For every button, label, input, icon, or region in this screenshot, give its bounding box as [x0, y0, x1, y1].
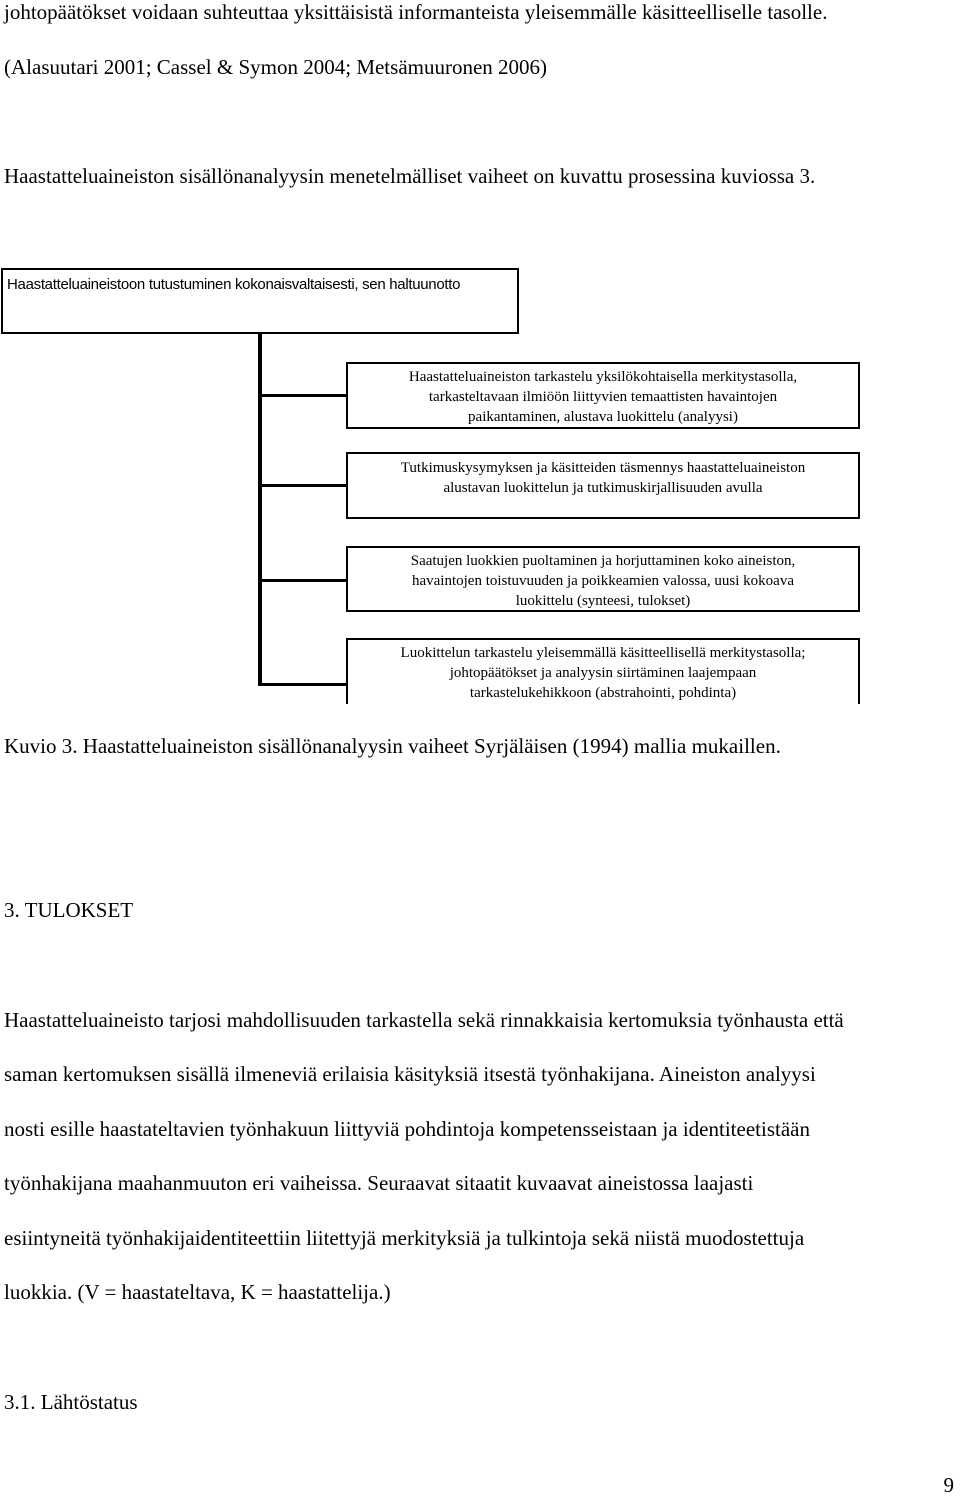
diagram-step-box	[346, 362, 860, 429]
results-line-4: työnhakijana maahanmuuton eri vaiheissa. Seuraavat sitaatit kuvaavat aineistossa laajasti	[4, 1171, 754, 1195]
diagram-step-line: tarkastelukehikkoon (abstrahointi, pohdinta)	[469, 685, 737, 701]
diagram-step-line: tarkasteltavaan ilmiöön liittyvien temaattisten havaintojen	[428, 389, 778, 405]
diagram-connector-branch	[258, 579, 347, 582]
subsection-heading: 3.1. Lähtöstatus	[4, 1390, 138, 1414]
diagram-step-line: johtopäätökset ja analyysin siirtäminen laajempaan	[449, 665, 757, 681]
diagram-step-line: Luokittelun tarkastelu yleisemmällä käsitteellisellä merkitystasolla;	[400, 645, 806, 661]
intro-line-2: (Alasuutari 2001; Cassel & Symon 2004; Metsämuuronen 2006)	[4, 55, 548, 79]
section-heading: 3. TULOKSET	[4, 898, 134, 922]
intro-line-1: johtopäätökset voidaan suhteuttaa yksittäisistä informanteista yleisemmälle käsitteelliselle tasolle.	[4, 0, 828, 24]
diagram-step-line: havaintojen toistuvuuden ja poikkeamien valossa, uusi kokoava	[411, 573, 794, 589]
results-line-1: Haastatteluaineisto tarjosi mahdollisuuden tarkastella sekä rinnakkaisia kertomuksia työnhausta että	[4, 1008, 844, 1032]
diagram-step-box	[346, 452, 860, 519]
diagram-step-line: Saatujen luokkien puoltaminen ja horjuttaminen koko aineiston,	[410, 553, 796, 569]
results-line-2: saman kertomuksen sisällä ilmeneviä erilaisia käsityksiä itsestä työnhakijana. Aineiston analyysi	[4, 1062, 816, 1086]
diagram-root-box	[1, 268, 519, 334]
diagram-connector-branch	[258, 683, 347, 686]
results-line-5: esiintyneitä työnhakijaidentiteettiin liitettyjä merkityksiä ja tulkintoja sekä niistä muodostettuja	[4, 1226, 805, 1250]
results-line-3: nosti esille haastateltavien työnhakuun liittyviä pohdintoja kompetensseistaan ja identiteetistään	[4, 1117, 810, 1141]
diagram-step-line: Haastatteluaineiston tarkastelu yksilökohtaisella merkitystasolla,	[408, 369, 798, 385]
diagram-step-line: luokittelu (synteesi, tulokset)	[515, 593, 691, 609]
figure-caption: Kuvio 3. Haastatteluaineiston sisällönanalyysin vaiheet Syrjäläisen (1994) mallia mukaillen.	[4, 734, 781, 758]
diagram-connector-branch	[258, 394, 347, 397]
diagram-step-line: alustavan luokittelun ja tutkimuskirjallisuuden avulla	[443, 480, 763, 496]
page-number: 9	[943, 1473, 954, 1497]
results-line-6: luokkia. (V = haastateltava, K = haastattelija.)	[4, 1280, 391, 1304]
diagram-connector-branch	[258, 484, 347, 487]
process-sentence: Haastatteluaineiston sisällönanalyysin menetelmälliset vaiheet on kuvattu prosessina kuviossa 3.	[4, 164, 816, 188]
diagram-step-line: Tutkimuskysymyksen ja käsitteiden täsmennys haastatteluaineiston	[400, 460, 806, 476]
diagram-connector-spine	[258, 334, 262, 686]
diagram-step-box	[346, 638, 860, 704]
diagram-step-line: paikantaminen, alustava luokittelu (analyysi)	[468, 409, 738, 425]
diagram-root-text: Haastatteluaineistoon tutustuminen kokonaisvaltaisesti, sen haltuunotto	[7, 276, 461, 293]
diagram-step-box	[346, 546, 860, 612]
